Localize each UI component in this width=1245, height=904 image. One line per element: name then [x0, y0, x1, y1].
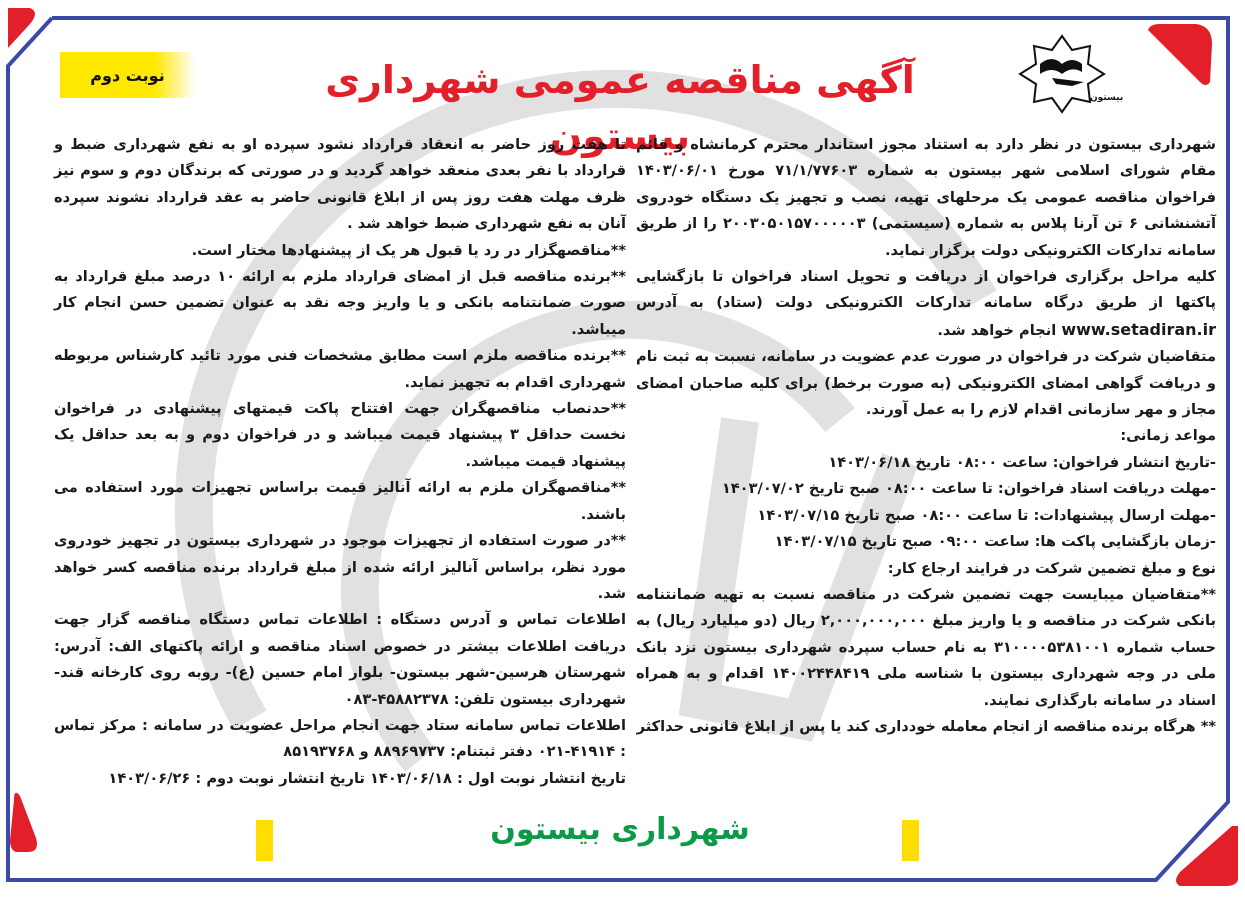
footer-municipality-name: شهرداری بیستون — [490, 812, 750, 847]
procedure-text-end: انجام خواهد شد. — [937, 321, 1057, 339]
municipality-logo-icon — [1012, 34, 1124, 114]
schedule-item: -مهلت ارسال پیشنهادات: تا ساعت ۰۸:۰۰ صبح تاریخ ۱۴۰۳/۰۷/۱۵ — [757, 506, 1216, 524]
corner-red-bottom-left — [10, 793, 37, 852]
left-column — [54, 132, 626, 792]
contact-info: اطلاعات تماس و آدرس دستگاه : اطلاعات تماس دستگاه مناقصه گزار جهت دریافت اطلاعات بیشتر در خصوص اسناد مناقصه و ارائه پاکتهای الف: آدرس: شهرستان هرسین-شهر بیستون- بلوار امام حسین (ع)- روبه روی کارخانه قند- شهرداری بیستون تلفن: ۴۵۸۸۲۳۷۸-۰۸۳ — [54, 611, 626, 708]
condition-item: **برنده مناقصه قبل از امضای قرارداد ملزم به ارائه ۱۰ درصد مبلغ قرارداد به صورت ضمانتنامه بانکی و یا واریز وجه نقد به عنوان تضمین حسن انجام کار میباشد. — [54, 268, 626, 338]
second-publication-badge — [60, 52, 195, 98]
condition-item: **حدنصاب مناقصهگران جهت افتتاح پاکت قیمتهای پیشنهادی در فراخوان نخست حداقل ۳ پیشنهاد قیمت میباشد و در فراخوان دوم و به بعد حداقل یک پیشنهاد قیمت میباشد. — [54, 400, 626, 470]
svg-text:بیستون: بیستون — [1090, 93, 1124, 103]
condition-item: **برنده مناقصه ملزم است مطابق مشخصات فنی مورد تائید کارشناس مربوطه شهرداری اقدام به تجهیز نماید. — [54, 347, 626, 391]
guarantee-paragraph: **متقاضیان میبایست جهت تضمین شرکت در مناقصه نسبت به تهیه ضمانتنامه بانکی شرکت در مناقصه و یا واریز مبلغ ۲,۰۰۰,۰۰۰,۰۰۰ ریال (دو میلیارد ریال) به حساب شماره ۳۱۰۰۰۰۵۳۸۱۰۰۱ به نام حساب سپرده شهرداری بیستون نزد بانک ملی در وجه شهرداری بیستون با شناسه ملی ۱۴۰۰۲۴۴۸۴۱۹ اقدام و به همراه اسناد در سامانه بارگذاری نمایند. — [636, 585, 1216, 709]
publication-dates: تاریخ انتشار نوبت اول : ۱۴۰۳/۰۶/۱۸ تاریخ انتشار نوبت دوم : ۱۴۰۳/۰۶/۲۶ — [108, 769, 626, 787]
condition-item: **مناقصهگزار در رد یا قبول هر یک از پیشنهادها مختار است. — [191, 241, 626, 259]
procedure-text: کلیه مراحل برگزاری فراخوان از دریافت و تحویل اسناد فراخوان تا بازگشایی پاکتها از طریق درگاه سامانه تدارکات الکترونیکی دولت (ستاد) به آدرس — [636, 268, 1216, 312]
procedure-paragraph — [636, 264, 1216, 344]
setad-contact-info: اطلاعات تماس سامانه ستاد جهت انجام مراحل عضویت در سامانه : مرکز تماس : ۴۱۹۱۴-۰۲۱ دفتر ثبتنام: ۸۸۹۶۹۷۳۷ و ۸۵۱۹۳۷۶۸ — [54, 716, 626, 761]
registration-paragraph: متقاضیان شرکت در فراخوان در صورت عدم عضویت در سامانه، نسبت به ثبت نام و دریافت گواهی امضای الکترونیکی (به صورت برخط) برای کلیه صاحبان امضای مجاز و مهر سازمانی اقدام لازم را به عمل آورند. — [636, 348, 1216, 419]
setad-url-link[interactable]: www.setadiran.ir — [1061, 319, 1216, 339]
schedule-item: -مهلت دریافت اسناد فراخوان: تا ساعت ۰۸:۰۰ صبح تاریخ ۱۴۰۳/۰۷/۰۲ — [721, 480, 1216, 498]
winner-clause-continued: تا هفت روز حاضر به انعقاد قرارداد نشود سپرده او به نفع شهرداری ضبط و قرارداد با نفر بعدی منعقد خواهد گردید و در صورتی که برندگان دوم و سوم نیز ظرف مهلت هفت روز پس از ابلاغ قانونی حاضر به عقد قرارداد نشوند سپرده آنان به نفع شهرداری ضبط خواهد شد . — [54, 136, 626, 233]
condition-item: **مناقصهگران ملزم به ارائه آنالیز قیمت براساس تجهیزات مورد استفاده می باشند. — [54, 479, 626, 523]
schedule-item: -زمان بازگشایی پاکت ها: ساعت ۰۹:۰۰ صبح تاریخ ۱۴۰۳/۰۷/۱۵ — [774, 533, 1216, 551]
schedule-item: -تاریخ انتشار فراخوان: ساعت ۰۸:۰۰ تاریخ ۱۴۰۳/۰۶/۱۸ — [828, 453, 1216, 471]
corner-red-top-right — [1148, 24, 1212, 85]
badge-label: نوبت دوم — [90, 65, 165, 85]
yellow-square-decoration — [256, 820, 273, 861]
intro-paragraph: شهرداری بیستون در نظر دارد به استناد مجوز استاندار محترم کرمانشاه و قائم مقام شورای اسلامی شهر بیستون به شماره ۷۱/۱/۷۷۶۰۳ مورخ ۱۴۰۳/۰۶/۰۱ فراخوان مناقصه عمومی یک مرحلهای تهیه، نصب و تجهیز یک دستگاه خودروی آتشنشانی ۶ تن آرنا پلاس به شماره (سیستمی) ۲۰۰۳۰۵۰۱۵۷۰۰۰۰۰۳ را از طریق سامانه تدارکات الکترونیکی دولت برگزار نماید. — [636, 136, 1216, 259]
winner-clause-start: ** هرگاه برنده مناقصه از انجام معامله خودداری کند یا پس از ابلاغ قانونی حداکثر — [636, 717, 1216, 735]
yellow-square-decoration — [902, 820, 919, 861]
schedule-heading: مواعد زمانی: — [1120, 427, 1216, 445]
guarantee-heading: نوع و مبلغ تضمین شرکت در فرایند ارجاع کار: — [887, 559, 1216, 577]
corner-red-bottom-right — [1176, 826, 1238, 886]
condition-item: **در صورت استفاده از تجهیزات موجود در شهرداری بیستون در تجهیز خودروی مورد نظر، براساس آنالیز ارائه شده از مبلغ قرارداد برنده مناقصه کسر خواهد شد. — [54, 532, 626, 602]
page-title: آگهی مناقصه عمومی شهرداری بیستون — [325, 58, 915, 158]
right-column — [636, 132, 1216, 740]
